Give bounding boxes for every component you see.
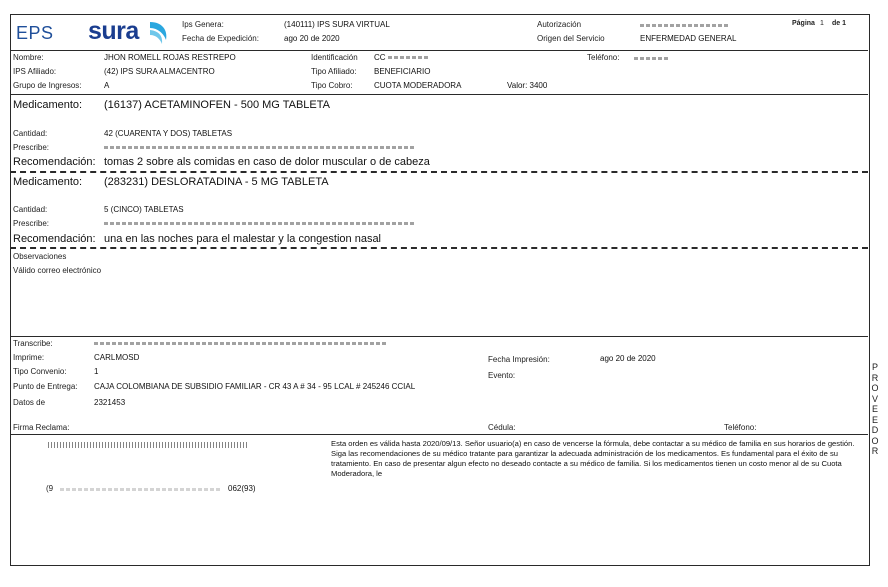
firma-reclama-label: Firma Reclama: xyxy=(13,423,70,432)
prescribe-2-redacted xyxy=(104,222,416,225)
recomendacion-1-label: Recomendación: xyxy=(13,156,96,168)
side-letter: O xyxy=(871,435,879,446)
identificacion-value: CC xyxy=(374,53,386,62)
identificacion-redacted xyxy=(388,56,430,59)
prescribe-1-redacted xyxy=(104,146,416,149)
recomendacion-2-value: una en las noches para el malestar y la congestion nasal xyxy=(104,233,382,245)
fecha-impresion-value: ago 20 de 2020 xyxy=(600,354,656,363)
ips-genera-value: (140111) IPS SURA VIRTUAL xyxy=(284,20,390,29)
proveedor-vertical-label xyxy=(870,362,880,457)
eps-logo-text: EPS xyxy=(16,23,54,43)
datos-label: Datos de xyxy=(13,398,46,407)
cantidad-2-label: Cantidad: xyxy=(13,205,48,214)
code-redacted xyxy=(60,488,220,491)
transcribe-label: Transcribe: xyxy=(13,339,53,348)
nombre-label: Nombre: xyxy=(13,53,44,62)
ips-afiliado-value: (42) IPS SURA ALMACENTRO xyxy=(104,67,215,76)
observaciones-divider xyxy=(10,336,868,337)
telefono-redacted xyxy=(634,57,670,60)
origen-servicio-label: Origen del Servicio xyxy=(537,34,605,43)
grupo-ingresos-value: A xyxy=(104,81,110,90)
ips-genera-label: Ips Genera: xyxy=(182,20,224,29)
pagina-total: de 1 xyxy=(832,20,847,27)
observaciones-value: Válido correo electrónico xyxy=(13,266,102,275)
tipo-convenio-label: Tipo Convenio: xyxy=(13,367,67,376)
transcribe-redacted xyxy=(94,342,386,345)
sura-logo xyxy=(88,17,139,46)
evento-label: Evento: xyxy=(488,371,516,380)
tipo-afiliado-value: BENEFICIARIO xyxy=(374,67,431,76)
medicamento-2-label: Medicamento: xyxy=(13,176,83,188)
identificacion-label: Identificación xyxy=(311,53,358,62)
side-letter: V xyxy=(871,393,878,404)
side-letter: D xyxy=(871,425,879,435)
punto-entrega-label: Punto de Entrega: xyxy=(13,382,78,391)
sura-swoosh-icon xyxy=(148,20,170,46)
side-letter: R xyxy=(871,372,879,383)
autorizacion-label: Autorización xyxy=(537,20,582,29)
pagina-number: 1 xyxy=(820,20,824,27)
medication-separator-1 xyxy=(10,171,868,173)
side-letter: P xyxy=(871,362,878,372)
fecha-impresion-label: Fecha Impresión: xyxy=(488,355,550,364)
pagina-label: Página xyxy=(792,20,815,27)
imprime-value: CARLMOSD xyxy=(94,353,140,362)
autorizacion-redacted xyxy=(640,24,730,27)
ips-afiliado-label: IPS Afiliado: xyxy=(13,67,57,76)
recomendacion-2-label: Recomendación: xyxy=(13,233,96,245)
code-partial-left: (9 xyxy=(46,484,54,493)
side-letter: E xyxy=(871,414,878,425)
prescribe-1-label: Prescribe: xyxy=(13,143,50,152)
datos-value: 2321453 xyxy=(94,398,126,407)
cedula-label: Cédula: xyxy=(488,423,516,432)
imprime-label: Imprime: xyxy=(13,353,45,362)
validity-notice: Esta orden es válida hasta 2020/09/13. Señor usuario(a) en caso de vencerse la fórmula, debe contactar a su médico de familia en sus horarios de gestión. Siga las recomendaciones de su médico tratante para garantizar la adecuada administración de los medicamentos. Es fundamental para el éxito de su tratamiento. En caso de presentar algun efecto no deseado contacte a su médico de familia. Si los medicamentos tienen un costo menor al de su Cuota Moderadora, le xyxy=(331,439,855,478)
prescribe-2-label: Prescribe: xyxy=(13,219,50,228)
sura-wordmark: sura xyxy=(88,17,139,45)
medication-separator-2 xyxy=(10,247,868,249)
footer-divider xyxy=(10,434,868,435)
header-divider xyxy=(10,50,868,51)
tipo-cobro-label: Tipo Cobro: xyxy=(311,81,353,90)
telefono-label: Teléfono: xyxy=(587,53,620,62)
fecha-expedicion-label: Fecha de Expedición: xyxy=(182,34,259,43)
side-letter: E xyxy=(871,404,878,414)
patient-divider xyxy=(10,94,868,95)
side-letter: O xyxy=(871,383,879,393)
tipo-convenio-value: 1 xyxy=(94,367,99,376)
punto-entrega-value: CAJA COLOMBIANA DE SUBSIDIO FAMILIAR - CR 43 A # 34 - 95 LCAL # 245246 CCIAL xyxy=(94,382,416,391)
grupo-ingresos-label: Grupo de Ingresos: xyxy=(13,81,82,90)
medicamento-1-label: Medicamento: xyxy=(13,99,83,111)
barcode-area xyxy=(48,442,248,448)
nombre-value: JHON ROMELL ROJAS RESTREPO xyxy=(104,53,236,62)
cantidad-2-value: 5 (CINCO) TABLETAS xyxy=(104,205,184,214)
fecha-expedicion-value: ago 20 de 2020 xyxy=(284,34,340,43)
valor-value: Valor: 3400 xyxy=(507,81,548,90)
medicamento-1-value: (16137) ACETAMINOFEN - 500 MG TABLETA xyxy=(104,99,330,111)
document-frame xyxy=(10,14,870,566)
observaciones-label: Observaciones xyxy=(13,252,67,261)
cantidad-1-label: Cantidad: xyxy=(13,129,48,138)
side-letter: R xyxy=(871,446,879,456)
cantidad-1-value: 42 (CUARENTA Y DOS) TABLETAS xyxy=(104,129,233,138)
origen-servicio-value: ENFERMEDAD GENERAL xyxy=(640,34,737,43)
tipo-cobro-value: CUOTA MODERADORA xyxy=(374,81,462,90)
code-tail: 062(93) xyxy=(228,484,256,493)
recomendacion-1-value: tomas 2 sobre als comidas en caso de dolor muscular o de cabeza xyxy=(104,156,430,168)
medicamento-2-value: (283231) DESLORATADINA - 5 MG TABLETA xyxy=(104,176,329,188)
telefono-footer-label: Teléfono: xyxy=(724,423,757,432)
tipo-afiliado-label: Tipo Afiliado: xyxy=(311,67,357,76)
